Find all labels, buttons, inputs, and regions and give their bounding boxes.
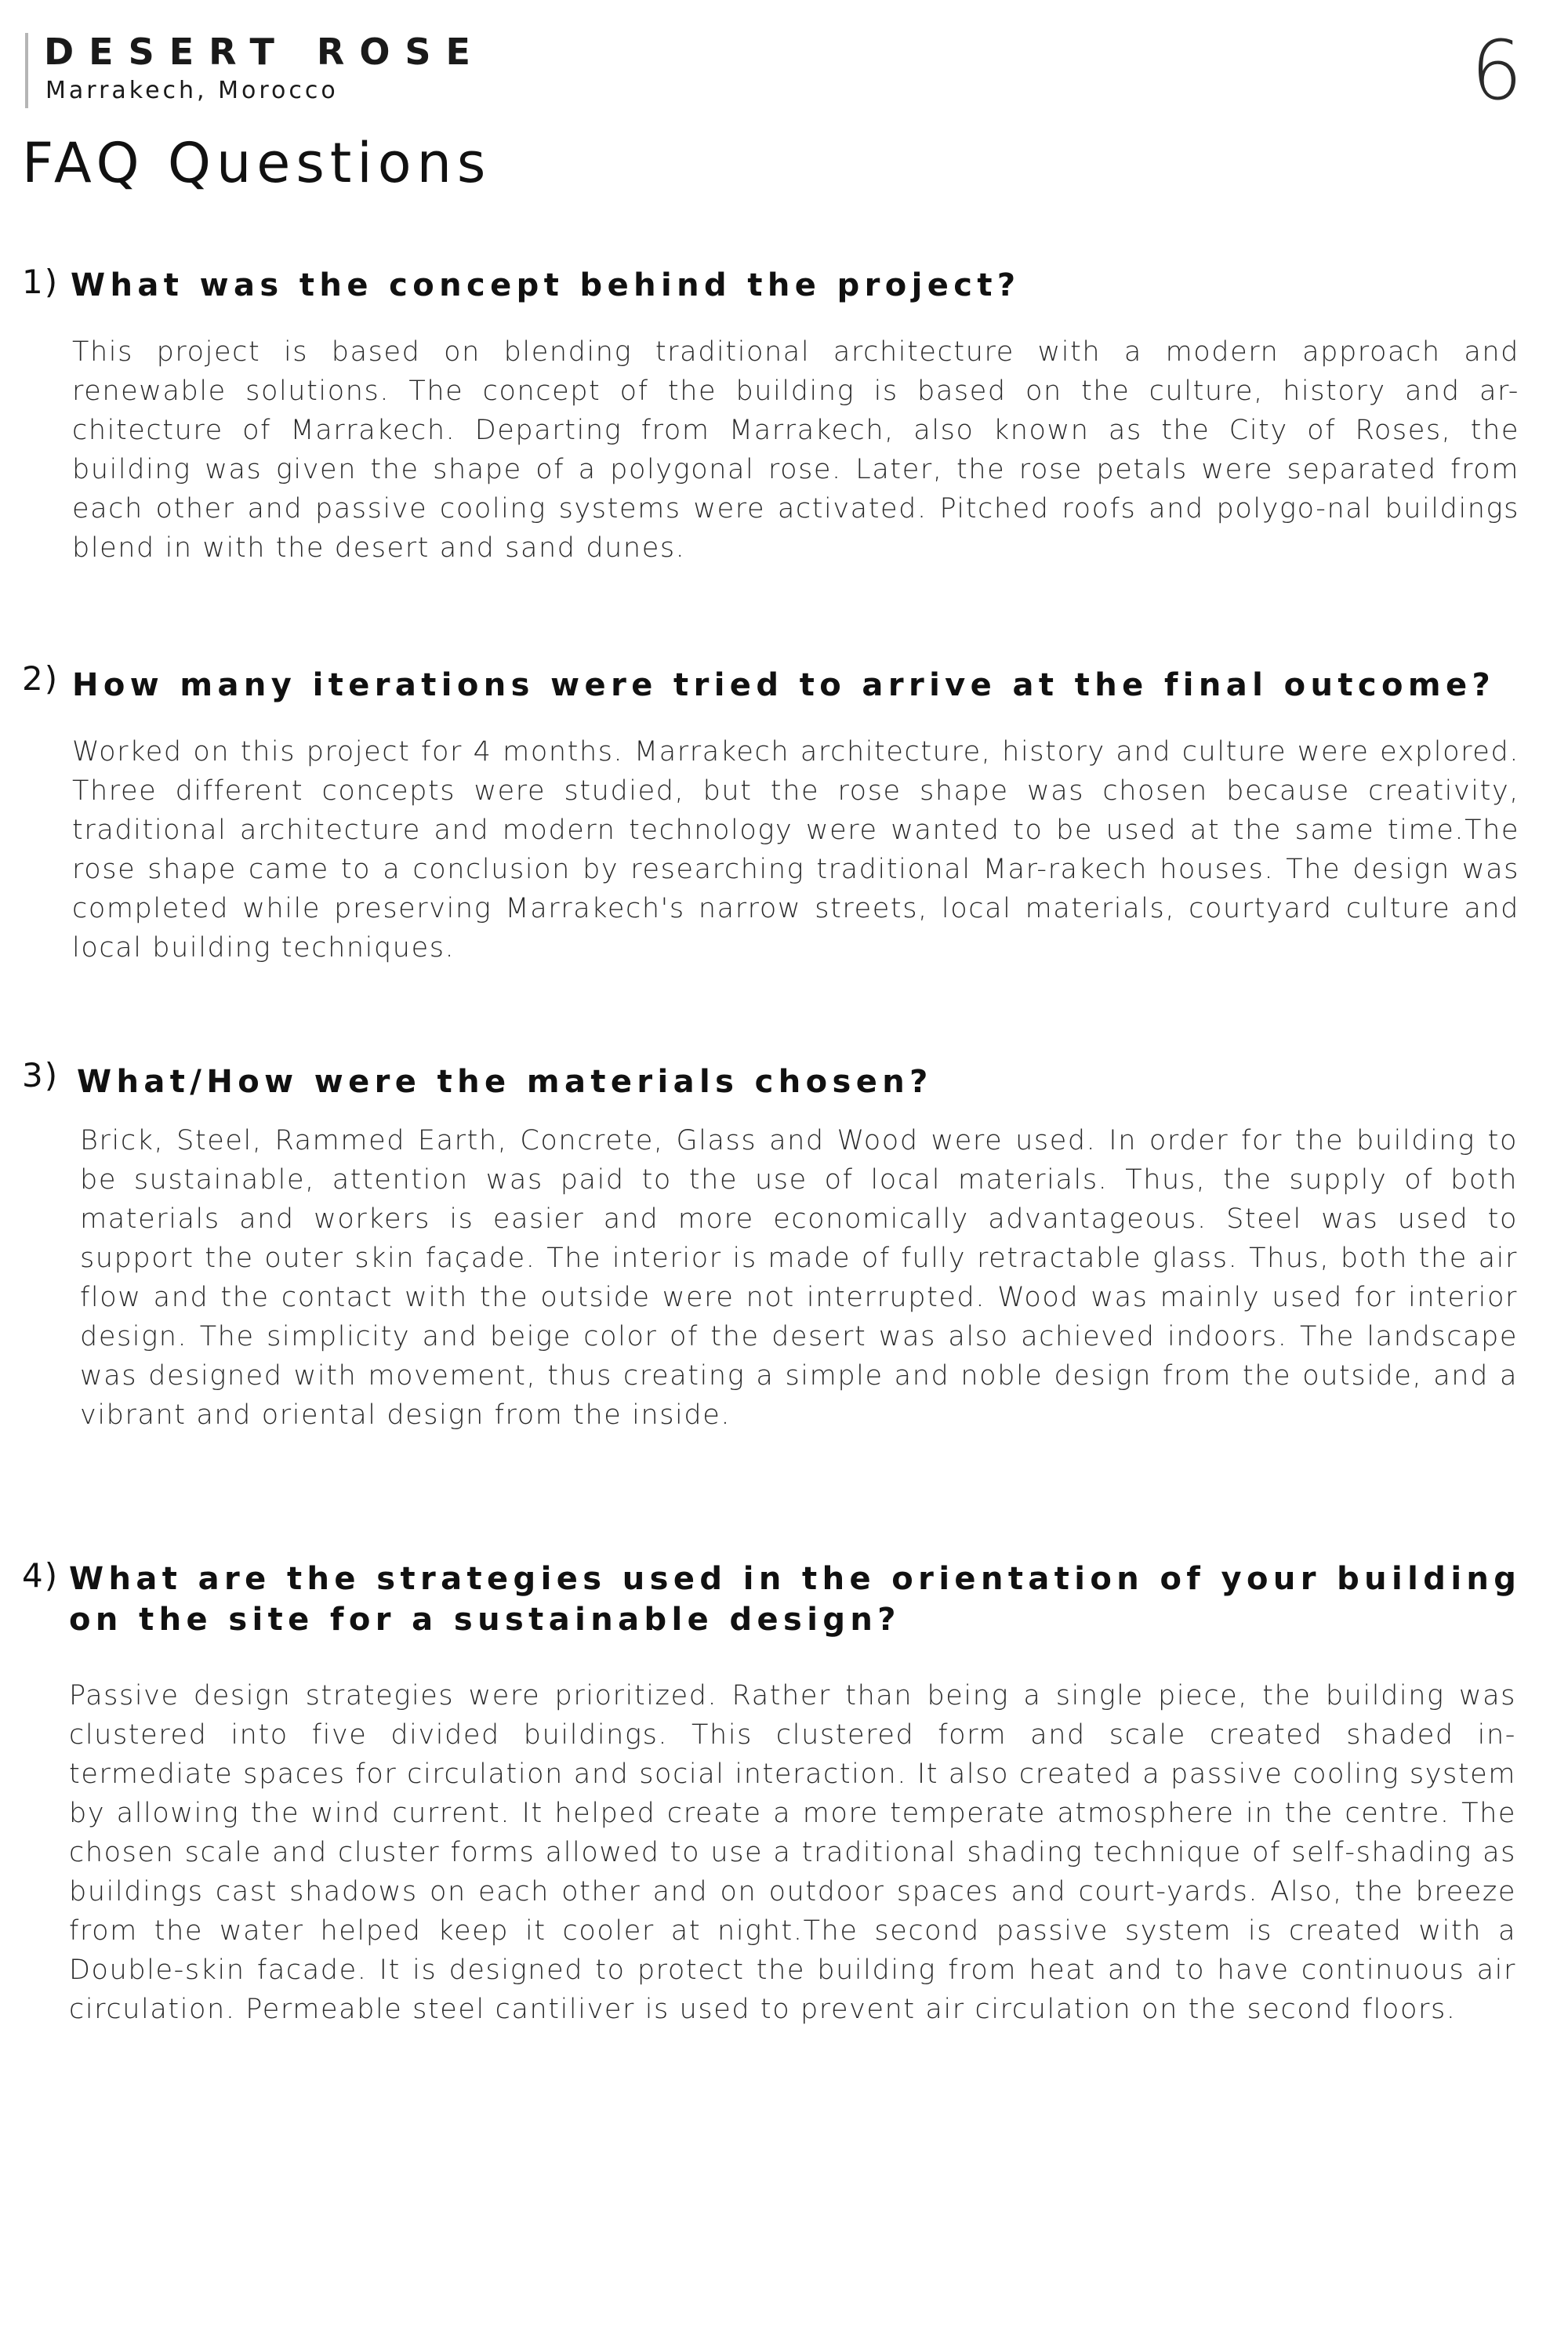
header-divider (25, 33, 28, 108)
answer-text: Worked on this project for 4 months. Marrakech architecture, history and culture were explored. Three different concepts were studied, but the rose shape was chosen because creativity, traditional architecture and modern technology were wanted to be used at the same time.The rose shape came to a conclusion by researching traditional Mar-rakech houses. The design was completed while preserving Marrakech's narrow streets, local materials, courtyard culture and local building techniques. (72, 736, 1519, 964)
question-heading: What/How were the materials chosen? (77, 1064, 933, 1100)
answer-text: Brick, Steel, Rammed Earth, Concrete, Glass and Wood were used. In order for the building to be sustainable, attention was paid to the use of local materials. Thus, the supply of both materials and workers is easier and more economically advantageous. Steel was used to support the outer skin façade. The interior is made of fully retractable glass. Thus, both the air flow and the contact with the outside were not interrupted. Wood was mainly used for interior design. The simplicity and beige color of the desert was also achieved indoors. The landscape was designed with movement, thus creating a simple and noble design from the outside, and a vibrant and oriental design from the inside. (80, 1125, 1518, 1431)
question-number: 1) (22, 263, 60, 301)
question-number: 3) (22, 1056, 60, 1094)
project-location: Marrakech, Morocco (45, 77, 339, 104)
project-title: DESERT ROSE (44, 31, 485, 73)
answer-text: Passive design strategies were prioritized. Rather than being a single piece, the building was clustered into five divided buildings. This clustered form and scale created shaded in-termediate spaces for circulation and social interaction. It also created a passive cooling system by allowing the wind current. It helped create a more temperate atmosphere in the centre. The chosen scale and cluster forms allowed to use a traditional shading technique of self-shading as buildings cast shadows on each other and on outdoor spaces and court-yards. Also, the breeze from the water helped keep it cooler at night.The second passive system is created with a Double-skin facade. It is designed to protect the building from heat and to have continuous air circulation. Permeable steel cantiliver is used to prevent air circulation on the second floors. (69, 1680, 1516, 2025)
answer-text: This project is based on blending traditional architecture with a modern approach and renewable solutions. The concept of the building is based on the culture, history and ar-chitecture of Marrakech. Departing from Marrakech, also known as the City of Roses, the building was given the shape of a polygonal rose. Later, the rose petals were separated from each other and passive cooling systems were activated. Pitched roofs and polygo-nal buildings blend in with the desert and sand dunes. (72, 336, 1519, 564)
question-heading: How many iterations were tried to arrive at the final outcome? (72, 667, 1496, 703)
question-heading: What are the strategies used in the orientation of your building on the site for a sustainable design? (69, 1561, 1522, 1638)
page-number: 6 (1470, 23, 1523, 118)
question-number: 4) (22, 1556, 60, 1595)
question-number: 2) (22, 659, 60, 698)
question-heading: What was the concept behind the project? (71, 267, 1021, 303)
page-title: FAQ Questions (22, 131, 492, 195)
